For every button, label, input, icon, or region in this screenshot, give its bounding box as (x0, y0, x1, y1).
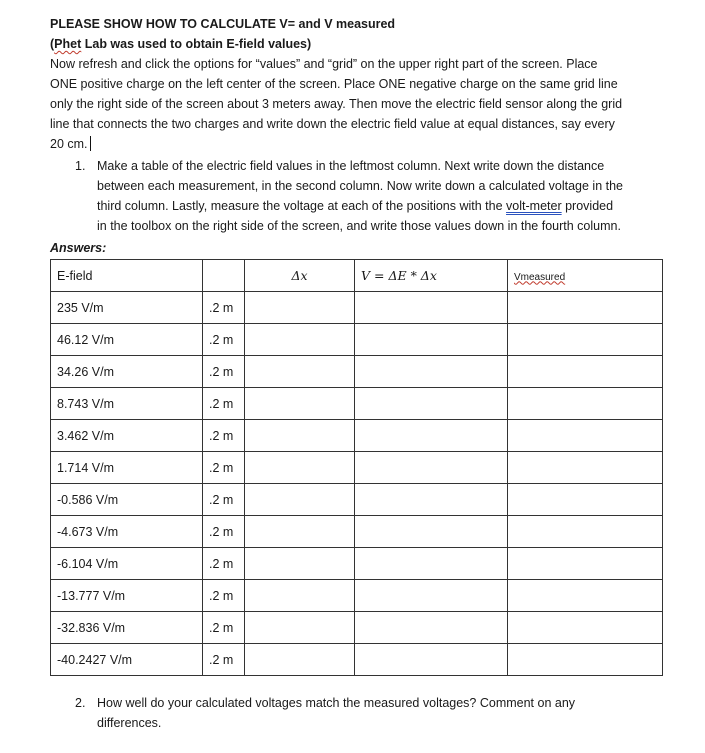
efield-cell: 34.26 V/m (51, 356, 203, 388)
v-calculated-cell[interactable] (355, 452, 508, 484)
question-2-line: How well do your calculated voltages match the measured voltages? Comment on any (97, 696, 576, 710)
efield-cell: 235 V/m (51, 292, 203, 324)
instruction-line: Now refresh and click the options for “values” and “grid” on the upper right part of the screen. Place (50, 57, 598, 71)
v-calculated-cell[interactable] (355, 644, 508, 676)
v-calculated-cell[interactable] (355, 484, 508, 516)
v-measured-cell[interactable] (508, 516, 663, 548)
header-efield: E-field (51, 260, 203, 292)
delta-x-cell[interactable] (245, 612, 355, 644)
efield-cell: -6.104 V/m (51, 548, 203, 580)
efield-cell: 46.12 V/m (51, 324, 203, 356)
delta-x-cell[interactable] (245, 452, 355, 484)
voltmeter-word: volt-meter (506, 199, 562, 213)
table-row (51, 612, 663, 644)
v-measured-cell[interactable] (508, 356, 663, 388)
efield-cell: 8.743 V/m (51, 388, 203, 420)
v-measured-cell[interactable] (508, 420, 663, 452)
efield-cell: -40.2427 V/m (51, 644, 203, 676)
header-v-measured-text: Vmeasured (514, 271, 566, 283)
distance-cell: .2 m (203, 356, 245, 388)
table-row (51, 388, 663, 420)
v-measured-cell[interactable] (508, 484, 663, 516)
question-2-body (97, 693, 657, 733)
delta-x-cell[interactable] (245, 324, 355, 356)
question-1-line: Make a table of the electric field values in the leftmost column. Next write down the distance (97, 159, 605, 173)
subheading-rest: Lab was used to obtain E-field values) (81, 37, 312, 51)
table-row (51, 356, 663, 388)
distance-cell: .2 m (203, 292, 245, 324)
table-row (51, 452, 663, 484)
v-measured-cell[interactable] (508, 612, 663, 644)
header-blank (203, 260, 245, 292)
table-row (51, 484, 663, 516)
delta-x-cell[interactable] (245, 420, 355, 452)
document-body (50, 14, 665, 154)
text-cursor (90, 136, 91, 151)
v-calculated-cell[interactable] (355, 580, 508, 612)
question-1-line (97, 196, 667, 216)
table-row (51, 516, 663, 548)
v-measured-cell[interactable] (508, 580, 663, 612)
v-calculated-cell[interactable] (355, 388, 508, 420)
table-row (51, 580, 663, 612)
question-1-text: provided (561, 199, 614, 213)
v-calculated-cell[interactable] (355, 420, 508, 452)
v-measured-cell[interactable] (508, 388, 663, 420)
table-row (51, 420, 663, 452)
v-calculated-cell[interactable] (355, 324, 508, 356)
page-heading: PLEASE SHOW HOW TO CALCULATE V= and V measured (50, 17, 396, 31)
header-v-calculated: V = ΔE * Δx (355, 260, 508, 292)
distance-cell: .2 m (203, 516, 245, 548)
question-2-number: 2. (75, 696, 86, 710)
delta-x-cell[interactable] (245, 292, 355, 324)
delta-x-cell[interactable] (245, 644, 355, 676)
question-1-body (97, 156, 667, 236)
v-measured-cell[interactable] (508, 548, 663, 580)
distance-cell: .2 m (203, 484, 245, 516)
v-calculated-cell[interactable] (355, 356, 508, 388)
table-row (51, 324, 663, 356)
question-1-number: 1. (75, 159, 86, 173)
efield-cell: -0.586 V/m (51, 484, 203, 516)
v-measured-cell[interactable] (508, 324, 663, 356)
question-1-line: between each measurement, in the second column. Now write down a calculated voltage in the (97, 179, 623, 193)
distance-cell: .2 m (203, 548, 245, 580)
v-calculated-cell[interactable] (355, 516, 508, 548)
delta-x-cell[interactable] (245, 484, 355, 516)
table-row (51, 548, 663, 580)
efield-table (50, 259, 663, 676)
question-1-text: third column. Lastly, measure the voltage at each of the positions with the (97, 199, 503, 213)
efield-cell: -4.673 V/m (51, 516, 203, 548)
table-row (51, 644, 663, 676)
instruction-line: only the right side of the screen about 3 meters away. Then move the electric field sensor along the grid (50, 97, 623, 111)
instruction-line: line that connects the two charges and write down the electric field value at equal distances, say every (50, 117, 615, 131)
v-calculated-cell[interactable] (355, 612, 508, 644)
distance-cell: .2 m (203, 580, 245, 612)
v-measured-cell[interactable] (508, 452, 663, 484)
instruction-line: ONE positive charge on the left center of the screen. Place ONE negative charge on the same grid line (50, 77, 618, 91)
distance-cell: .2 m (203, 420, 245, 452)
instruction-text: 20 cm. (50, 137, 88, 151)
v-calculated-cell[interactable] (355, 292, 508, 324)
v-measured-cell[interactable] (508, 644, 663, 676)
instruction-line-last[interactable] (50, 134, 665, 154)
question-1-line: in the toolbox on the right side of the screen, and write those values down in the fourth column. (97, 219, 621, 233)
v-calculated-cell[interactable] (355, 548, 508, 580)
efield-cell: 3.462 V/m (51, 420, 203, 452)
distance-cell: .2 m (203, 644, 245, 676)
answers-label: Answers: (50, 241, 107, 255)
phet-word: Phet (54, 37, 82, 51)
distance-cell: .2 m (203, 612, 245, 644)
header-delta-x: Δx (245, 260, 355, 292)
efield-cell: -13.777 V/m (51, 580, 203, 612)
v-measured-cell[interactable] (508, 292, 663, 324)
page-subheading: (Phet Lab was used to obtain E-field values) (50, 37, 312, 51)
delta-x-cell[interactable] (245, 548, 355, 580)
table-header-row (51, 260, 663, 292)
delta-x-cell[interactable] (245, 388, 355, 420)
header-v-measured (508, 260, 663, 292)
efield-cell: 1.714 V/m (51, 452, 203, 484)
table-row (51, 292, 663, 324)
distance-cell: .2 m (203, 452, 245, 484)
distance-cell: .2 m (203, 324, 245, 356)
question-2-line: differences. (97, 716, 162, 730)
efield-cell: -32.836 V/m (51, 612, 203, 644)
delta-x-cell[interactable] (245, 356, 355, 388)
distance-cell: .2 m (203, 388, 245, 420)
delta-x-cell[interactable] (245, 580, 355, 612)
delta-x-cell[interactable] (245, 516, 355, 548)
